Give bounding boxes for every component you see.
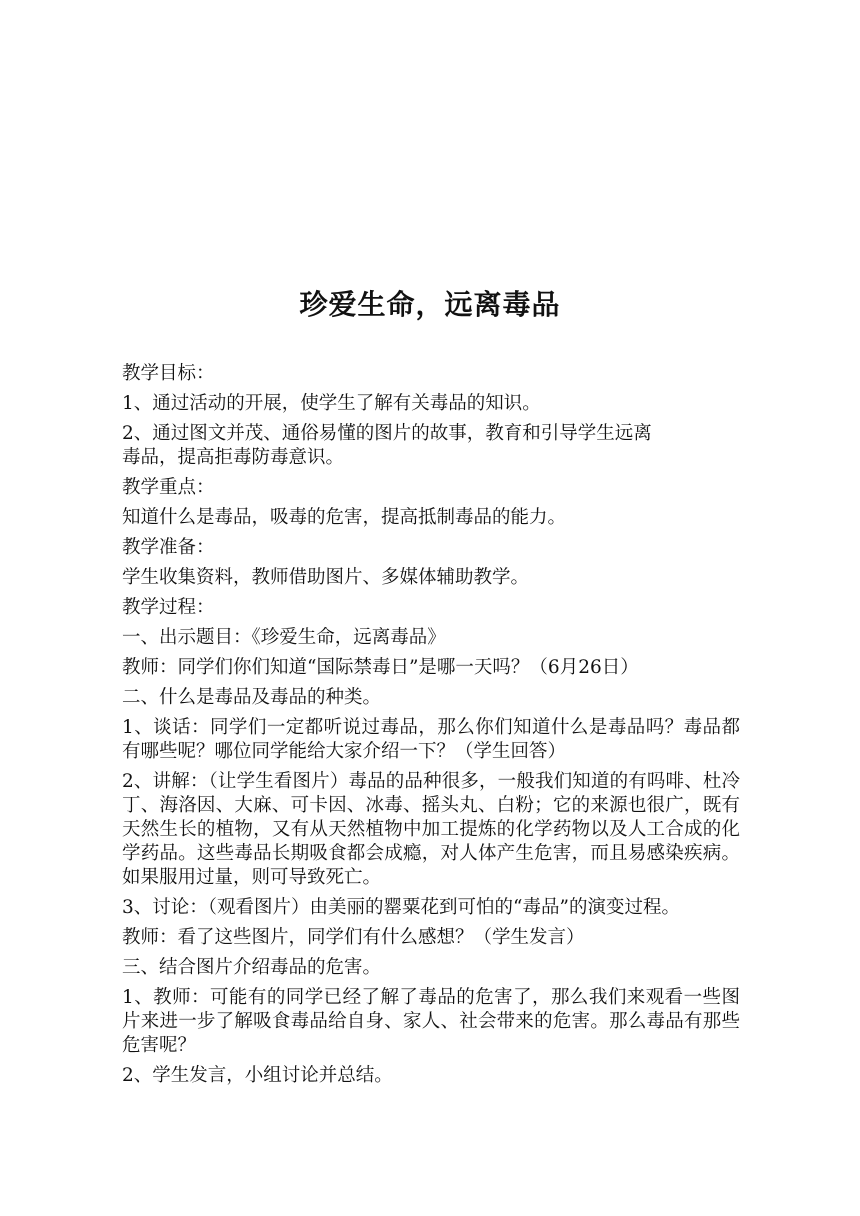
paragraph-heading-key-points: 教学重点： — [122, 477, 215, 498]
paragraph-section-2: 二、什么是毒品及毒品的种类。 — [122, 687, 382, 708]
paragraph-teacher-intro: 1、教师：可能有的同学已经了解了毒品的危害了，那么我们来观看一些图片来进一步了解吸食毒品给自身、家人、社会带来的危害。那么毒品有那些危害呢？ — [122, 987, 740, 1056]
paragraph-objective-1: 1、通过活动的开展，使学生了解有关毒品的知识。 — [122, 393, 541, 414]
paragraph-student-summary: 2、学生发言，小组讨论并总结。 — [122, 1065, 393, 1086]
paragraph-preparation: 学生收集资料，教师借助图片、多媒体辅助教学。 — [122, 567, 530, 588]
paragraph-key-points: 知道什么是毒品，吸毒的危害，提高抵制毒品的能力。 — [122, 507, 567, 528]
document-body — [122, 362, 740, 1094]
document-title: 珍爱生命，远离毒品 — [299, 288, 561, 321]
paragraph-teacher-question-2: 教师：看了这些图片，同学们有什么感想？（学生发言） — [122, 927, 585, 948]
paragraph-explanation-2: 2、讲解：（让学生看图片）毒品的品种很多，一般我们知道的有吗啡、杜冷丁、海洛因、大麻、可卡因、冰毒、摇头丸、白粉；它的来源也很广，既有天然生长的植物，又有从天然植物中加工提炼的化学药物以及人工合成的化学药品。这些毒品长期吸食都会成瘾，对人体产生危害，而且易感染疾病。如果服用过量，则可导致死亡。 — [122, 771, 740, 888]
paragraph-teacher-question-1: 教师：同学们你们知道“国际禁毒日”是哪一天吗？（6月26日） — [122, 657, 639, 678]
paragraph-heading-process: 教学过程： — [122, 597, 215, 618]
paragraph-discussion-3: 3、讨论：（观看图片）由美丽的罂粟花到可怕的“毒品”的演变过程。 — [122, 897, 680, 918]
paragraph-heading-preparation: 教学准备： — [122, 537, 215, 558]
paragraph-section-3: 三、结合图片介绍毒品的危害。 — [122, 957, 382, 978]
paragraph-objective-2: 2、通过图文并茂、通俗易懂的图片的故事，教育和引导学生远离 — [122, 423, 652, 444]
paragraph-heading-objectives: 教学目标： — [122, 363, 215, 384]
paragraph-objective-2-continued: 毒品，提高拒毒防毒意识。 — [122, 447, 345, 468]
paragraph-section-1: 一、出示题目：《珍爱生命，远离毒品》 — [122, 627, 446, 648]
paragraph-discussion-1: 1、谈话：同学们一定都听说过毒品，那么你们知道什么是毒品吗？毒品都有哪些呢？哪位同学能给大家介绍一下？（学生回答） — [122, 717, 740, 762]
